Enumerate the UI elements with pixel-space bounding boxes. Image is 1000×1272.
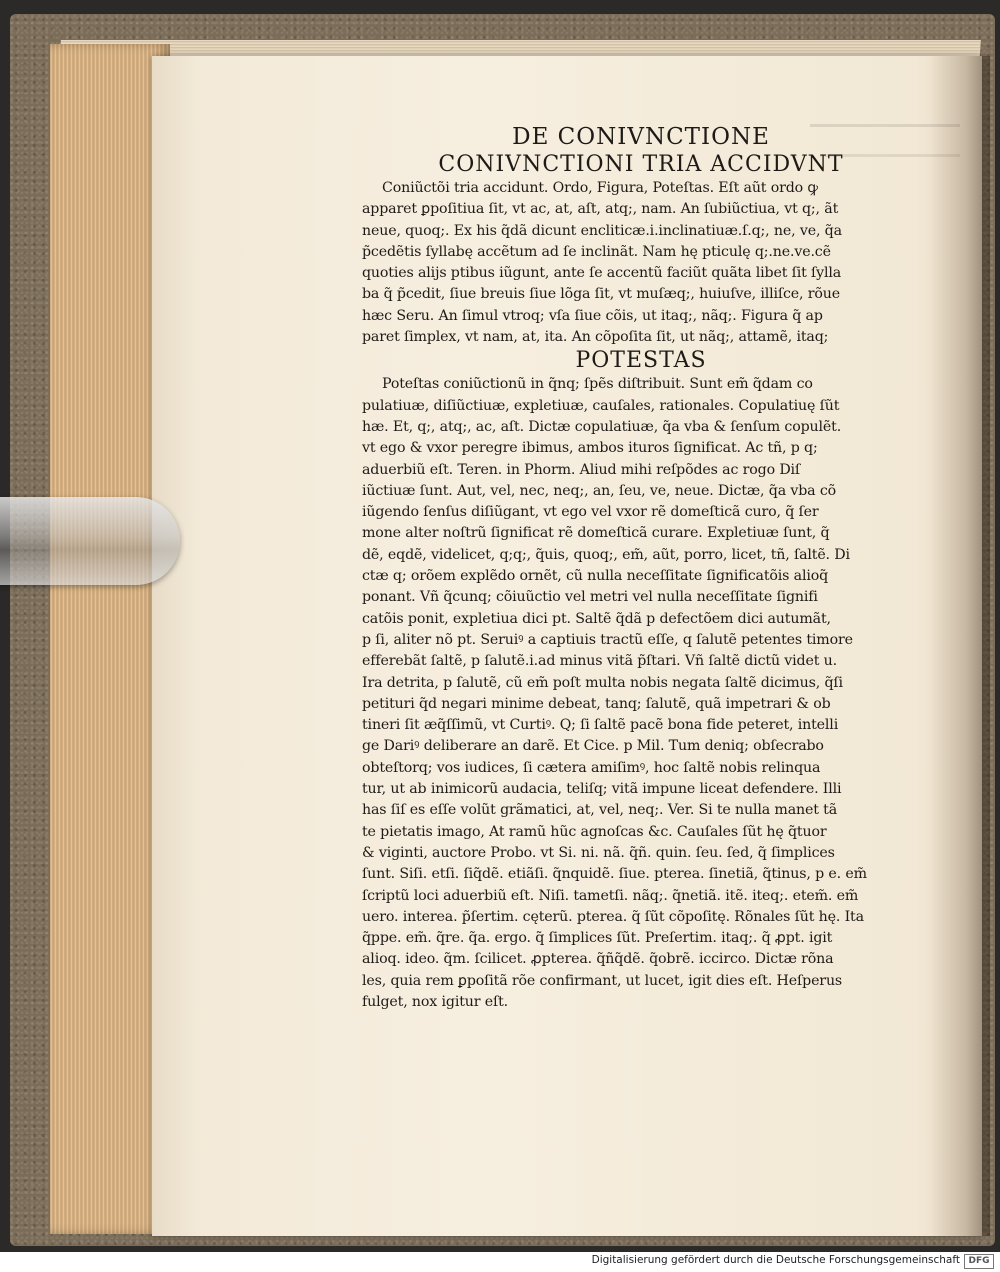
text-line: p̃cedẽtis ſyllabę accẽtum ad ſe inclinãt. Nam hę pticulę q;.ne.ve.cẽ [362,243,831,260]
text-line: quoties alijs ptibus iũgunt, ante ſe accentũ faciũt quãta libet ſit ſylla [362,265,842,282]
text-line: Ira detrita, p ſalutẽ, cũ em̃ poſt multa nobis negata ſaltẽ dicimus, q̃ſi [362,674,843,691]
text-line: & viginti, auctore Probo. vt Si. ni. nã. q̃ñ. quin. ſeu. ſed, q̃ ſimplices [362,844,835,861]
text-line: ba q̃ p̃cedit, ſiue breuis ſiue lõga ſit, vt muſæq;, huiuſve, illiſce, rõue [362,286,841,303]
text-line: ponant. Vñ q̃cunq; cõiuũctio vel metri vel nulla neceſſitate ſignifi [362,589,818,606]
text-line: alioq. ideo. q̃m. ſcilicet. ꝓpterea. q̃ñq̃dẽ. q̃obrẽ. iccirco. Dictæ rõna [362,951,834,968]
text-line: Poteſtas coniũctionũ in q̃nq; ſpẽs diſtribuit. Sunt em̃ q̃dam co [382,376,813,393]
text-line: has ſiſ es eſſe volũt grãmatici, at, vel, neq;. Ver. Si te nulla manet tã [362,802,838,819]
text-line: pulatiuæ, diſiũctiuæ, expletiuæ, cauſales, rationales. Copulatiuę ſũt [362,397,840,414]
text-block [362,124,920,1013]
text-line: te pietatis imago, At ramũ hũc agnoſcas &c. Cauſales ſũt hę q̃tuor [362,823,827,840]
text-line: mone alter noſtrũ ſignificat rẽ domeſticã curare. Expletiuæ ſunt, q̃ [362,525,830,542]
text-line: p ſi, aliter nõ pt. Seruiꝰ a captiuis tractũ eſſe, q ſalutẽ petentes timore [362,631,853,648]
dfg-logo: DFG [964,1254,994,1269]
text-line: iũctiuæ ſunt. Aut, vel, nec, neq;, an, ſeu, ve, neue. Dictæ, q̃a vba cõ [362,482,837,499]
text-line: ſunt. Siſi. etſi. ſiq̃dẽ. etiãſi. q̃nquidẽ. ſiue. pterea. ſinetiã, q̃tinus, p e. em̃ [362,866,867,883]
text-line: obteſtorq; vos iudices, ſi cætera amiſimꝰ, hoc ſaltẽ nobis relinqua [362,759,821,776]
text-line: hæc Seru. An ſimul vtroq; vſa ſiue cõis, ut itaq;, nãq;. Figura q̃ ap [362,307,823,324]
text-line: ge Dariꝰ deliberare an darẽ. Et Cice. p Mil. Tum deniq; obſecrabo [362,738,824,755]
text-line: ctæ q; orõem explẽdo ornẽt, cũ nulla neceſſitate ſignificatõis alioq̃ [362,568,829,585]
text-line: paret ſimplex, vt nam, at, ita. An cõpoſita ſit, ut nãq;, attamẽ, itaq; [362,329,829,346]
paragraph-potestas [362,374,920,1013]
text-line: fulget, nox igitur eſt. [362,993,509,1010]
glass-page-weight [0,497,180,585]
text-line: hæ. Et, q;, atq;, ac, aſt. Dictæ copulatiuæ, q̃a vba & ſenſum copulẽt. [362,418,842,435]
page-gutter-shadow [930,56,990,1236]
text-line: dẽ, eqdẽ, videlicet, q;q;, q̃uis, quoq;, em̃, aũt, porro, licet, tñ, ſaltẽ. Di [362,546,850,563]
text-line: uero. interea. p̃ſertim. cęterũ. pterea. q̃ ſũt cõpoſitę. Rõnales ſũt hę. Ita [362,908,864,925]
paragraph-accidents [362,178,920,348]
section-heading: CONIVNCTIONI TRIA ACCIDVNT [438,152,844,177]
text-line: neue, quoq;. Ex his q̃dã dicunt encliticæ.i.inclinatiuæ.ſ.q;, ne, ve, q̃a [362,222,842,239]
text-line: vt ego & vxor peregre ibimus, ambos ituros ſignificat. Ac tñ, p q; [362,440,818,457]
text-line: les, quia rem ꝑpoſitã rõe confirmant, ut lucet, igit dies eſt. Heſperus [362,972,843,989]
text-line: petituri q̃d negari minime debeat, tanq; ſalutẽ, quã impetrari & ob [362,695,831,712]
text-line: Coniũctõi tria accidunt. Ordo, Figura, Poteſtas. Eſt aũt ordo ꝙ [382,180,818,196]
text-line: apparet ꝑpoſitiua ſit, vt ac, at, aſt, atq;, nam. An ſubiũctiua, vt q;, ãt [362,201,839,218]
text-line: tur, ut ab inimicorũ audacia, teliſq; vitã impune liceat defendere. Illi [362,781,842,798]
chapter-heading: DE CONIVNCTIONE [512,124,770,150]
text-line: efferebãt ſaltẽ, p ſalutẽ.i.ad minus vitã p̃ſtari. Vñ ſaltẽ dictũ videt u. [362,653,837,670]
text-line: aduerbiũ eſt. Teren. in Phorm. Aliud mihi reſpõdes ac rogo Diſ [362,461,801,478]
footer-bar [0,1252,1000,1272]
text-line: ſcriptũ loci aduerbiũ eſt. Niſi. tametſi. nãq;. q̃netiã. itẽ. iteq;. etem̃. em̃ [362,887,859,904]
text-line: tineri ſit æq̃ſſimũ, vt Curtiꝰ. Q; ſi ſaltẽ pacẽ bona fide peteret, intelli [362,717,839,734]
text-line: q̃ppe. em̃. q̃re. q̃a. ergo. q̃ ſimplices ſũt. Preſertim. itaq;. q̃ ꝓpt. igit [362,930,833,947]
text-line: iũgendo ſenſus diſiũgant, vt ego vel vxor rẽ domeſticã curo, q̃ ſer [362,504,819,521]
section-heading-potestas: POTESTAS [575,348,707,374]
funding-credit: Digitalisierung gefördert durch die Deutsche Forschungsgemeinschaft [591,1254,960,1266]
text-line: catõis ponit, expletiua dici pt. Saltẽ q̃dã p defectõem dici autumãt, [362,610,831,627]
